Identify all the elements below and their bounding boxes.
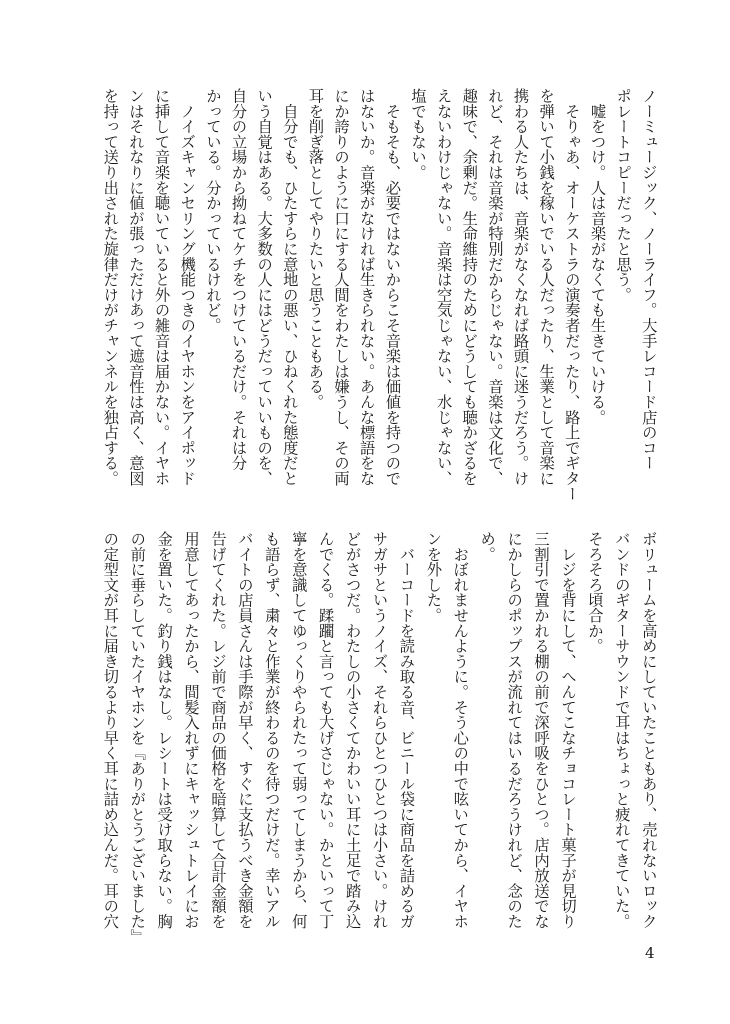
text-column: 携わる人たちは、音楽がなくなれば路頭に迷うだろう。け xyxy=(511,88,530,486)
text-column: れど、それは音楽が特別だからじゃない。音楽は文化で、 xyxy=(485,88,504,486)
text-column: そろそろ頃合か。 xyxy=(585,531,604,654)
text-column: 自分の立場から拗ねてケチをつけているだけ。それは分 xyxy=(229,88,248,471)
text-column: いう自覚はある。大多数の人にはどうだっていいものを、 xyxy=(255,88,274,486)
text-column: も語らず、粛々と作業が終わるのを待つだけだ。幸いアル xyxy=(262,531,281,929)
text-column: 趣味で、余剰だ。生命維持のためにどうしても聴かざるを xyxy=(460,88,479,486)
text-column: おぼれませんように。そう心の中で呟いてから、イヤホ xyxy=(451,531,470,929)
text-column: レジを背にして、へんてこなチョコレート菓子が見切り xyxy=(558,531,577,929)
text-column: 三割引で置かれる棚の前で深呼吸をひとつ。店内放送でな xyxy=(532,531,551,929)
text-column: の前に垂らしていたイヤホンを『ありがとうございました』 xyxy=(128,531,147,945)
text-column: サガサというノイズ、それらひとつひとつは小さい。けれ xyxy=(370,531,389,929)
top-text-block xyxy=(101,88,658,502)
text-column: にかしらのポップスが流れてはいるだろうけれど、念のた xyxy=(505,531,524,929)
text-column: め。 xyxy=(478,531,497,562)
text-column: 告げてくれた。レジ前で商品の価格を暗算して合計金額を xyxy=(208,531,227,929)
text-column: を弾いて小銭を稼いでいる人だったり、生業として音楽に xyxy=(537,88,556,486)
text-column: かっている。分かっているけれど。 xyxy=(203,88,222,333)
text-column: えないわけじゃない。音楽は空気じゃない、水じゃない、 xyxy=(434,88,453,486)
text-column: ボリュームを高めにしていたこともあり、売れないロック xyxy=(639,531,658,929)
text-column: はないか。音楽がなければ生きられない。あんな標語をな xyxy=(357,88,376,486)
text-column: 用意してあったから、間髪入れずにキャッシュトレイにお xyxy=(182,531,201,929)
bottom-text-block xyxy=(101,531,658,945)
text-column: 嘘をつけ。人は音楽がなくても生きていける。 xyxy=(588,88,607,425)
text-column: ノイズキャンセリング機能つきのイヤホンをアイポッド xyxy=(178,88,197,486)
page-number: 4 xyxy=(645,944,655,962)
text-column: に挿して音楽を聴いていると外の雑音は届かない。イヤホ xyxy=(152,88,171,486)
text-column: を持って送り出された旋律だけがチャンネルを独占する。 xyxy=(101,88,120,486)
text-column: 塩でもない。 xyxy=(408,88,427,180)
text-column: にか誇りのように口にする人間をわたしは嫌うし、その両 xyxy=(332,88,351,486)
text-column: 耳を削ぎ落としてやりたいと思うこともある。 xyxy=(306,88,325,410)
text-column: ンを外した。 xyxy=(424,531,443,623)
text-column: ンはそれなりに値が張っただけあって遮音性は高く、意図 xyxy=(126,88,145,486)
text-column: ポレートコピーだったと思う。 xyxy=(614,88,633,303)
text-column: バンドのギターサウンドで耳はちょっと疲れてきていた。 xyxy=(612,531,631,929)
text-column: んでくる。蹂躙と言っても大げさじゃない。かといって丁 xyxy=(316,531,335,929)
text-column: どがさつだ。わたしの小さくてかわいい耳に土足で踏み込 xyxy=(343,531,362,929)
text-column: 金を置いた。釣り銭はなし。レシートは受け取らない。胸 xyxy=(155,531,174,929)
text-column: バイトの店員さんは手際が早く、すぐに支払うべき金額を xyxy=(235,531,254,929)
text-column: バーコードを読み取る音、ビニール袋に商品を詰めるガ xyxy=(397,531,416,929)
text-column: 寧を意識してゆっくりやられたって弱ってしまうから、何 xyxy=(289,531,308,929)
text-column: そもそも、必要ではないからこそ音楽は価値を持つので xyxy=(383,88,402,486)
text-column: ノーミュージック、ノーライフ。大手レコード店のコー xyxy=(639,88,658,471)
text-column: の定型文が耳に届き切るより早く耳に詰め込んだ。耳の穴 xyxy=(101,531,120,929)
text-column: 自分でも、ひたすらに意地の悪い、ひねくれた態度だと xyxy=(280,88,299,486)
text-column: そりゃあ、オーケストラの演奏者だったり、路上でギター xyxy=(562,88,581,502)
